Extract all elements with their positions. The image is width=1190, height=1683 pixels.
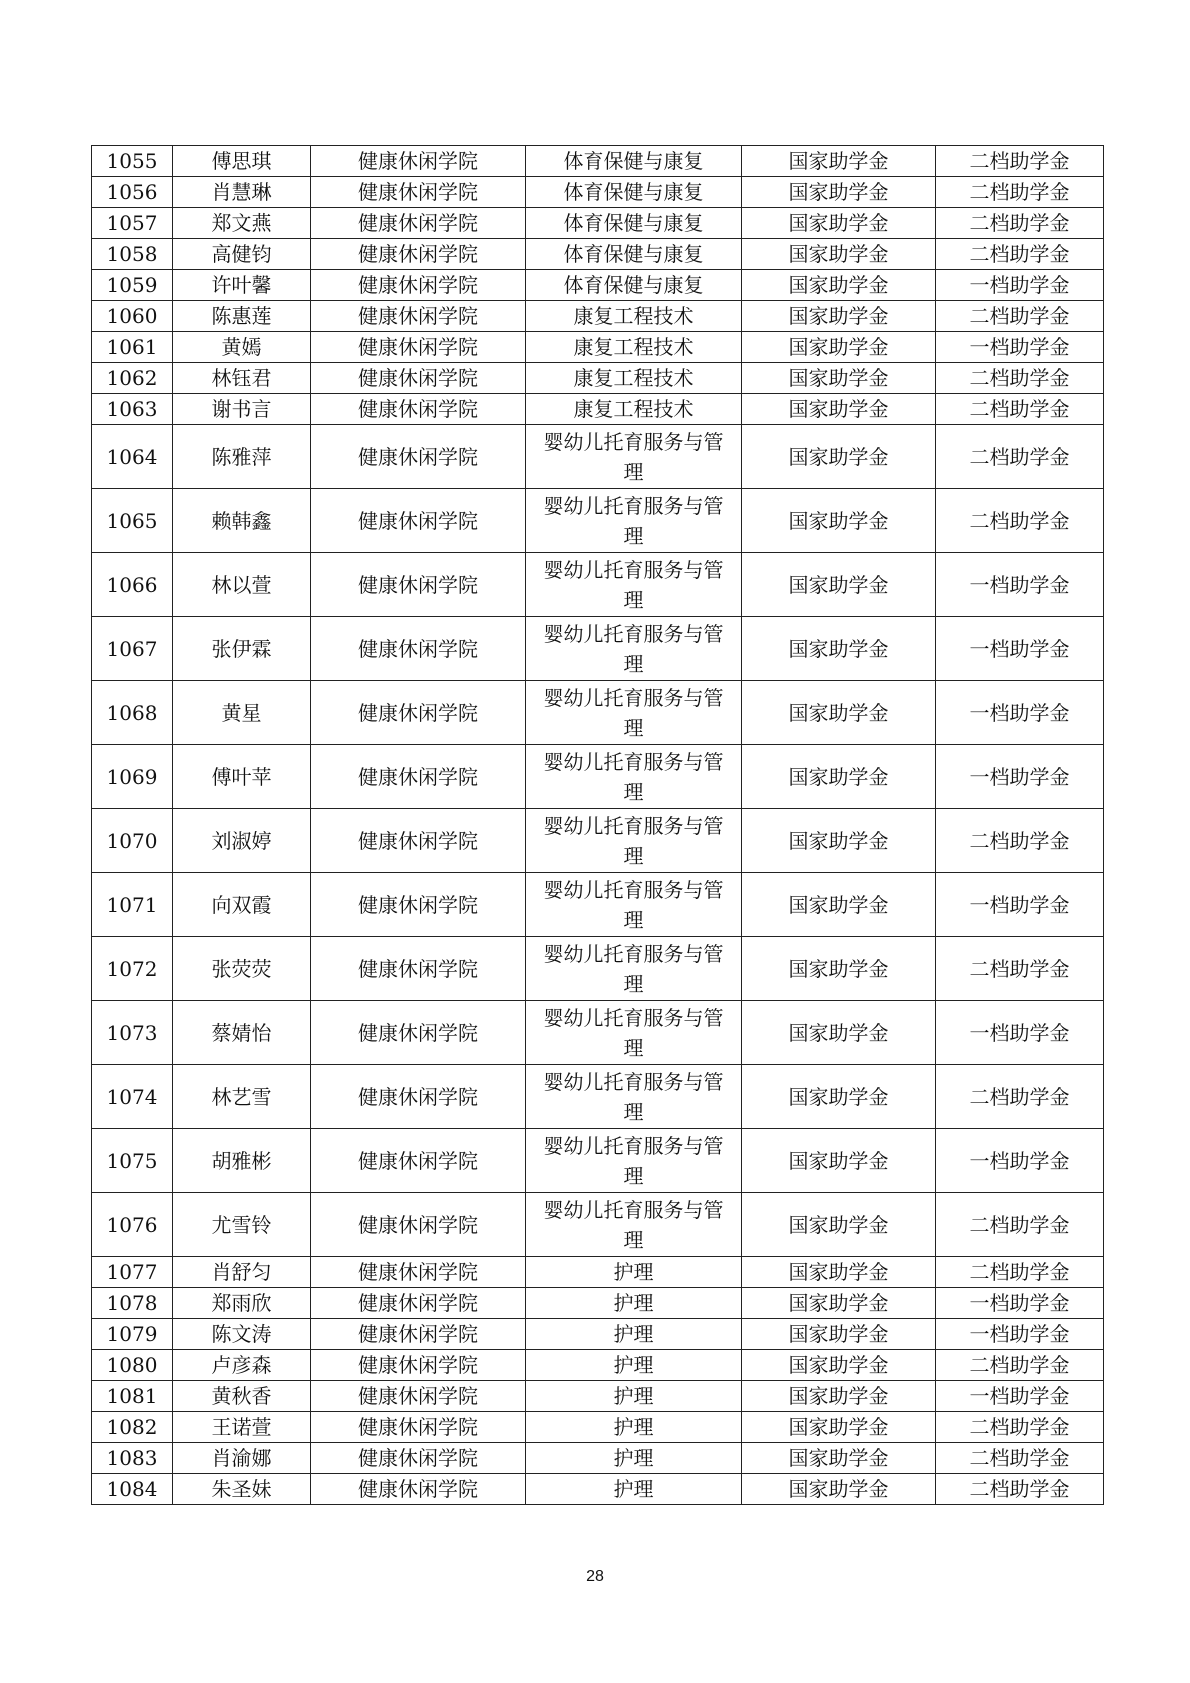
major-text: 体育保健与康复: [563, 180, 704, 204]
cell-student-id: 1070: [92, 809, 173, 873]
cell-aid-type: 国家助学金: [742, 1257, 936, 1288]
cell-major: [526, 239, 742, 270]
major-text: 婴幼儿托育服务与管理: [543, 1069, 724, 1124]
cell-student-name: 陈文涛: [173, 1319, 311, 1350]
cell-student-name: 黄秋香: [173, 1381, 311, 1412]
cell-major: [526, 146, 742, 177]
major-text: 护理: [613, 1384, 654, 1408]
cell-student-name: 向双霞: [173, 873, 311, 937]
cell-aid-level: 二档助学金: [936, 1412, 1104, 1443]
cell-student-id: 1071: [92, 873, 173, 937]
table-row: [92, 1381, 1104, 1412]
cell-aid-level: 二档助学金: [936, 809, 1104, 873]
major-text: 婴幼儿托育服务与管理: [543, 1005, 724, 1060]
table-row: [92, 208, 1104, 239]
cell-aid-type: 国家助学金: [742, 332, 936, 363]
table-row: [92, 363, 1104, 394]
table-row: [92, 177, 1104, 208]
cell-student-name: 张伊霖: [173, 617, 311, 681]
cell-college: 健康休闲学院: [311, 301, 526, 332]
cell-student-id: 1078: [92, 1288, 173, 1319]
cell-aid-level: 二档助学金: [936, 1065, 1104, 1129]
cell-major: [526, 363, 742, 394]
cell-major: [526, 1381, 742, 1412]
cell-student-id: 1080: [92, 1350, 173, 1381]
cell-major: [526, 332, 742, 363]
table-row: [92, 270, 1104, 301]
cell-aid-type: 国家助学金: [742, 1193, 936, 1257]
cell-aid-type: 国家助学金: [742, 1474, 936, 1505]
cell-college: 健康休闲学院: [311, 937, 526, 1001]
cell-student-name: 谢书言: [173, 394, 311, 425]
cell-college: 健康休闲学院: [311, 363, 526, 394]
cell-aid-level: 二档助学金: [936, 1350, 1104, 1381]
cell-student-id: 1056: [92, 177, 173, 208]
cell-aid-type: 国家助学金: [742, 177, 936, 208]
cell-college: 健康休闲学院: [311, 1193, 526, 1257]
cell-college: 健康休闲学院: [311, 681, 526, 745]
cell-student-name: 肖舒匀: [173, 1257, 311, 1288]
cell-aid-level: 一档助学金: [936, 745, 1104, 809]
table-row: [92, 332, 1104, 363]
table-row: [92, 1350, 1104, 1381]
cell-aid-type: 国家助学金: [742, 681, 936, 745]
major-text: 康复工程技术: [573, 366, 694, 390]
cell-student-id: 1061: [92, 332, 173, 363]
cell-aid-type: 国家助学金: [742, 208, 936, 239]
cell-college: 健康休闲学院: [311, 617, 526, 681]
cell-student-name: 蔡婧怡: [173, 1001, 311, 1065]
cell-major: [526, 1288, 742, 1319]
cell-major: [526, 270, 742, 301]
cell-major: [526, 1319, 742, 1350]
cell-student-name: 林以萱: [173, 553, 311, 617]
cell-aid-type: 国家助学金: [742, 1065, 936, 1129]
cell-aid-type: 国家助学金: [742, 301, 936, 332]
cell-student-name: 尤雪铃: [173, 1193, 311, 1257]
cell-major: [526, 1065, 742, 1129]
table-row: [92, 1065, 1104, 1129]
cell-student-id: 1072: [92, 937, 173, 1001]
cell-aid-level: 二档助学金: [936, 363, 1104, 394]
cell-student-id: 1083: [92, 1443, 173, 1474]
cell-student-id: 1063: [92, 394, 173, 425]
scholarship-roster-table: [91, 145, 1104, 1505]
cell-major: [526, 553, 742, 617]
cell-college: 健康休闲学院: [311, 1474, 526, 1505]
cell-aid-level: 二档助学金: [936, 489, 1104, 553]
cell-student-id: 1066: [92, 553, 173, 617]
cell-student-name: 陈雅萍: [173, 425, 311, 489]
major-text: 婴幼儿托育服务与管理: [543, 749, 724, 804]
cell-major: [526, 425, 742, 489]
major-text: 婴幼儿托育服务与管理: [543, 685, 724, 740]
cell-college: 健康休闲学院: [311, 1257, 526, 1288]
cell-student-id: 1058: [92, 239, 173, 270]
table-row: [92, 239, 1104, 270]
cell-aid-level: 一档助学金: [936, 1129, 1104, 1193]
major-text: 体育保健与康复: [563, 211, 704, 235]
major-text: 康复工程技术: [573, 304, 694, 328]
major-text: 婴幼儿托育服务与管理: [543, 877, 724, 932]
cell-aid-level: 二档助学金: [936, 301, 1104, 332]
table-row: [92, 681, 1104, 745]
cell-student-name: 肖渝娜: [173, 1443, 311, 1474]
cell-student-id: 1055: [92, 146, 173, 177]
cell-student-name: 刘淑婷: [173, 809, 311, 873]
cell-aid-level: 一档助学金: [936, 1288, 1104, 1319]
cell-student-name: 胡雅彬: [173, 1129, 311, 1193]
cell-major: [526, 1443, 742, 1474]
cell-college: 健康休闲学院: [311, 553, 526, 617]
major-text: 护理: [613, 1260, 654, 1284]
cell-college: 健康休闲学院: [311, 208, 526, 239]
major-text: 体育保健与康复: [563, 149, 704, 173]
cell-aid-type: 国家助学金: [742, 1319, 936, 1350]
cell-aid-type: 国家助学金: [742, 1129, 936, 1193]
cell-aid-type: 国家助学金: [742, 146, 936, 177]
cell-aid-level: 一档助学金: [936, 617, 1104, 681]
cell-aid-level: 一档助学金: [936, 873, 1104, 937]
cell-aid-level: 一档助学金: [936, 553, 1104, 617]
page-number: 28: [586, 1568, 604, 1585]
cell-aid-level: 二档助学金: [936, 394, 1104, 425]
cell-aid-level: 一档助学金: [936, 1381, 1104, 1412]
cell-student-id: 1060: [92, 301, 173, 332]
table-row: [92, 1443, 1104, 1474]
cell-college: 健康休闲学院: [311, 745, 526, 809]
cell-major: [526, 177, 742, 208]
major-text: 体育保健与康复: [563, 242, 704, 266]
cell-college: 健康休闲学院: [311, 1065, 526, 1129]
cell-student-id: 1082: [92, 1412, 173, 1443]
cell-student-id: 1073: [92, 1001, 173, 1065]
cell-major: [526, 301, 742, 332]
cell-aid-level: 二档助学金: [936, 1193, 1104, 1257]
table-row: [92, 1319, 1104, 1350]
cell-aid-type: 国家助学金: [742, 937, 936, 1001]
cell-college: 健康休闲学院: [311, 1129, 526, 1193]
cell-aid-level: 二档助学金: [936, 1474, 1104, 1505]
table-row: [92, 873, 1104, 937]
cell-college: 健康休闲学院: [311, 1319, 526, 1350]
table-row: [92, 937, 1104, 1001]
cell-student-id: 1065: [92, 489, 173, 553]
table-row: [92, 301, 1104, 332]
cell-student-name: 高健钧: [173, 239, 311, 270]
table-row: [92, 617, 1104, 681]
cell-aid-type: 国家助学金: [742, 1412, 936, 1443]
cell-student-name: 肖慧琳: [173, 177, 311, 208]
cell-student-id: 1057: [92, 208, 173, 239]
major-text: 护理: [613, 1477, 654, 1501]
cell-student-name: 王诺萱: [173, 1412, 311, 1443]
table-row: [92, 809, 1104, 873]
cell-aid-type: 国家助学金: [742, 1001, 936, 1065]
cell-aid-level: 一档助学金: [936, 1319, 1104, 1350]
cell-college: 健康休闲学院: [311, 332, 526, 363]
cell-college: 健康休闲学院: [311, 1443, 526, 1474]
cell-student-name: 卢彦森: [173, 1350, 311, 1381]
major-text: 婴幼儿托育服务与管理: [543, 621, 724, 676]
cell-aid-level: 一档助学金: [936, 270, 1104, 301]
cell-student-name: 傅叶苹: [173, 745, 311, 809]
cell-student-name: 赖韩鑫: [173, 489, 311, 553]
cell-student-name: 陈惠莲: [173, 301, 311, 332]
cell-aid-level: 二档助学金: [936, 937, 1104, 1001]
cell-aid-type: 国家助学金: [742, 809, 936, 873]
cell-college: 健康休闲学院: [311, 1001, 526, 1065]
table-row: [92, 1193, 1104, 1257]
cell-college: 健康休闲学院: [311, 1350, 526, 1381]
table-row: [92, 425, 1104, 489]
cell-college: 健康休闲学院: [311, 146, 526, 177]
table-row: [92, 1129, 1104, 1193]
cell-major: [526, 1350, 742, 1381]
cell-aid-type: 国家助学金: [742, 489, 936, 553]
cell-student-id: 1076: [92, 1193, 173, 1257]
cell-aid-level: 一档助学金: [936, 332, 1104, 363]
cell-student-id: 1077: [92, 1257, 173, 1288]
major-text: 婴幼儿托育服务与管理: [543, 493, 724, 548]
major-text: 婴幼儿托育服务与管理: [543, 813, 724, 868]
major-text: 护理: [613, 1446, 654, 1470]
table-row: [92, 553, 1104, 617]
cell-major: [526, 1129, 742, 1193]
cell-aid-type: 国家助学金: [742, 553, 936, 617]
cell-student-name: 朱圣妹: [173, 1474, 311, 1505]
cell-aid-level: 一档助学金: [936, 681, 1104, 745]
cell-major: [526, 1412, 742, 1443]
major-text: 婴幼儿托育服务与管理: [543, 1197, 724, 1252]
cell-student-name: 林艺雪: [173, 1065, 311, 1129]
table-row: [92, 146, 1104, 177]
cell-aid-level: 一档助学金: [936, 1001, 1104, 1065]
cell-aid-type: 国家助学金: [742, 1288, 936, 1319]
cell-aid-level: 二档助学金: [936, 208, 1104, 239]
cell-college: 健康休闲学院: [311, 873, 526, 937]
table-row: [92, 1474, 1104, 1505]
cell-aid-level: 二档助学金: [936, 146, 1104, 177]
table-row: [92, 1257, 1104, 1288]
cell-major: [526, 1001, 742, 1065]
table-row: [92, 394, 1104, 425]
cell-aid-level: 二档助学金: [936, 1443, 1104, 1474]
cell-student-name: 黄嫣: [173, 332, 311, 363]
cell-student-name: 黄星: [173, 681, 311, 745]
major-text: 护理: [613, 1415, 654, 1439]
cell-major: [526, 1193, 742, 1257]
cell-major: [526, 681, 742, 745]
major-text: 护理: [613, 1322, 654, 1346]
major-text: 婴幼儿托育服务与管理: [543, 941, 724, 996]
cell-student-id: 1075: [92, 1129, 173, 1193]
cell-college: 健康休闲学院: [311, 394, 526, 425]
cell-aid-type: 国家助学金: [742, 239, 936, 270]
cell-major: [526, 873, 742, 937]
cell-student-name: 郑文燕: [173, 208, 311, 239]
cell-aid-type: 国家助学金: [742, 363, 936, 394]
cell-student-id: 1059: [92, 270, 173, 301]
cell-student-name: 张荧荧: [173, 937, 311, 1001]
cell-student-name: 林钰君: [173, 363, 311, 394]
cell-aid-type: 国家助学金: [742, 425, 936, 489]
cell-aid-type: 国家助学金: [742, 1443, 936, 1474]
table-row: [92, 1001, 1104, 1065]
cell-college: 健康休闲学院: [311, 1288, 526, 1319]
cell-aid-level: 二档助学金: [936, 425, 1104, 489]
cell-student-name: 许叶馨: [173, 270, 311, 301]
cell-college: 健康休闲学院: [311, 270, 526, 301]
cell-aid-type: 国家助学金: [742, 270, 936, 301]
cell-student-id: 1084: [92, 1474, 173, 1505]
table-row: [92, 489, 1104, 553]
cell-student-id: 1062: [92, 363, 173, 394]
cell-student-id: 1067: [92, 617, 173, 681]
cell-student-id: 1069: [92, 745, 173, 809]
cell-student-id: 1081: [92, 1381, 173, 1412]
cell-aid-type: 国家助学金: [742, 873, 936, 937]
major-text: 体育保健与康复: [563, 273, 704, 297]
cell-aid-type: 国家助学金: [742, 745, 936, 809]
cell-college: 健康休闲学院: [311, 809, 526, 873]
cell-major: [526, 208, 742, 239]
cell-student-name: 傅思琪: [173, 146, 311, 177]
cell-college: 健康休闲学院: [311, 239, 526, 270]
cell-college: 健康休闲学院: [311, 425, 526, 489]
cell-major: [526, 394, 742, 425]
cell-aid-level: 二档助学金: [936, 177, 1104, 208]
cell-aid-type: 国家助学金: [742, 1381, 936, 1412]
cell-aid-level: 二档助学金: [936, 1257, 1104, 1288]
cell-major: [526, 1257, 742, 1288]
cell-college: 健康休闲学院: [311, 177, 526, 208]
major-text: 康复工程技术: [573, 397, 694, 421]
cell-major: [526, 489, 742, 553]
cell-aid-type: 国家助学金: [742, 1350, 936, 1381]
cell-aid-level: 二档助学金: [936, 239, 1104, 270]
cell-college: 健康休闲学院: [311, 1412, 526, 1443]
cell-major: [526, 937, 742, 1001]
major-text: 护理: [613, 1291, 654, 1315]
cell-student-id: 1074: [92, 1065, 173, 1129]
cell-major: [526, 745, 742, 809]
table-row: [92, 1412, 1104, 1443]
cell-college: 健康休闲学院: [311, 1381, 526, 1412]
cell-student-id: 1064: [92, 425, 173, 489]
cell-aid-type: 国家助学金: [742, 617, 936, 681]
cell-college: 健康休闲学院: [311, 489, 526, 553]
cell-student-id: 1068: [92, 681, 173, 745]
major-text: 婴幼儿托育服务与管理: [543, 1133, 724, 1188]
roster-table-body: [92, 146, 1104, 1505]
major-text: 康复工程技术: [573, 335, 694, 359]
cell-student-name: 郑雨欣: [173, 1288, 311, 1319]
cell-major: [526, 1474, 742, 1505]
cell-major: [526, 617, 742, 681]
cell-major: [526, 809, 742, 873]
major-text: 护理: [613, 1353, 654, 1377]
cell-student-id: 1079: [92, 1319, 173, 1350]
table-row: [92, 1288, 1104, 1319]
cell-aid-type: 国家助学金: [742, 394, 936, 425]
major-text: 婴幼儿托育服务与管理: [543, 429, 724, 484]
major-text: 婴幼儿托育服务与管理: [543, 557, 724, 612]
table-row: [92, 745, 1104, 809]
